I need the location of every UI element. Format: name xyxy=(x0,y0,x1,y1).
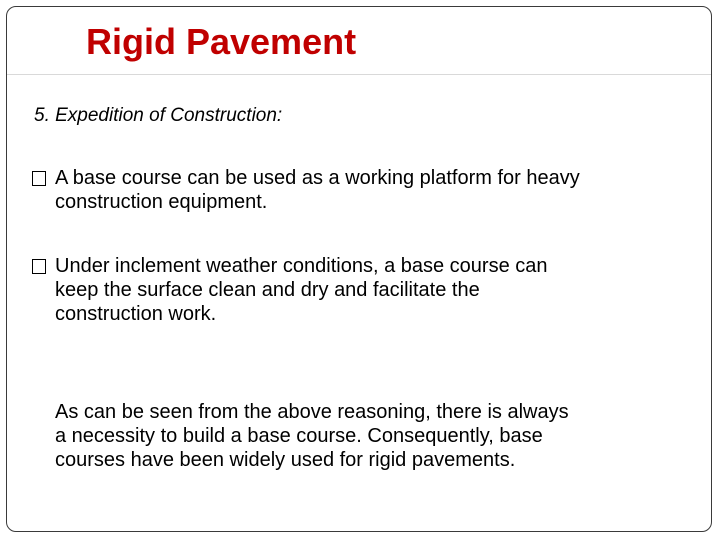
bullet-line: construction work. xyxy=(55,303,217,325)
section-subheading: 5. Expedition of Construction: xyxy=(34,105,283,126)
paragraph-line: As can be seen from the above reasoning, there is always xyxy=(55,401,569,423)
bullet-item xyxy=(32,254,692,326)
square-bullet-icon xyxy=(32,171,46,186)
bullet-item xyxy=(32,166,692,214)
paragraph-line: a necessity to build a base course. Consequently, base xyxy=(55,425,543,447)
title-divider xyxy=(7,74,711,75)
paragraph-line: courses have been widely used for rigid pavements. xyxy=(55,449,516,471)
bullet-line: construction equipment. xyxy=(55,191,268,213)
slide-title: Rigid Pavement xyxy=(86,21,357,62)
bullet-line: A base course can be used as a working platform for heavy xyxy=(55,167,580,189)
conclusion-paragraph xyxy=(55,400,695,472)
bullet-line: Under inclement weather conditions, a base course can xyxy=(55,255,548,277)
bullet-line: keep the surface clean and dry and facilitate the xyxy=(55,279,480,301)
square-bullet-icon xyxy=(32,259,46,274)
